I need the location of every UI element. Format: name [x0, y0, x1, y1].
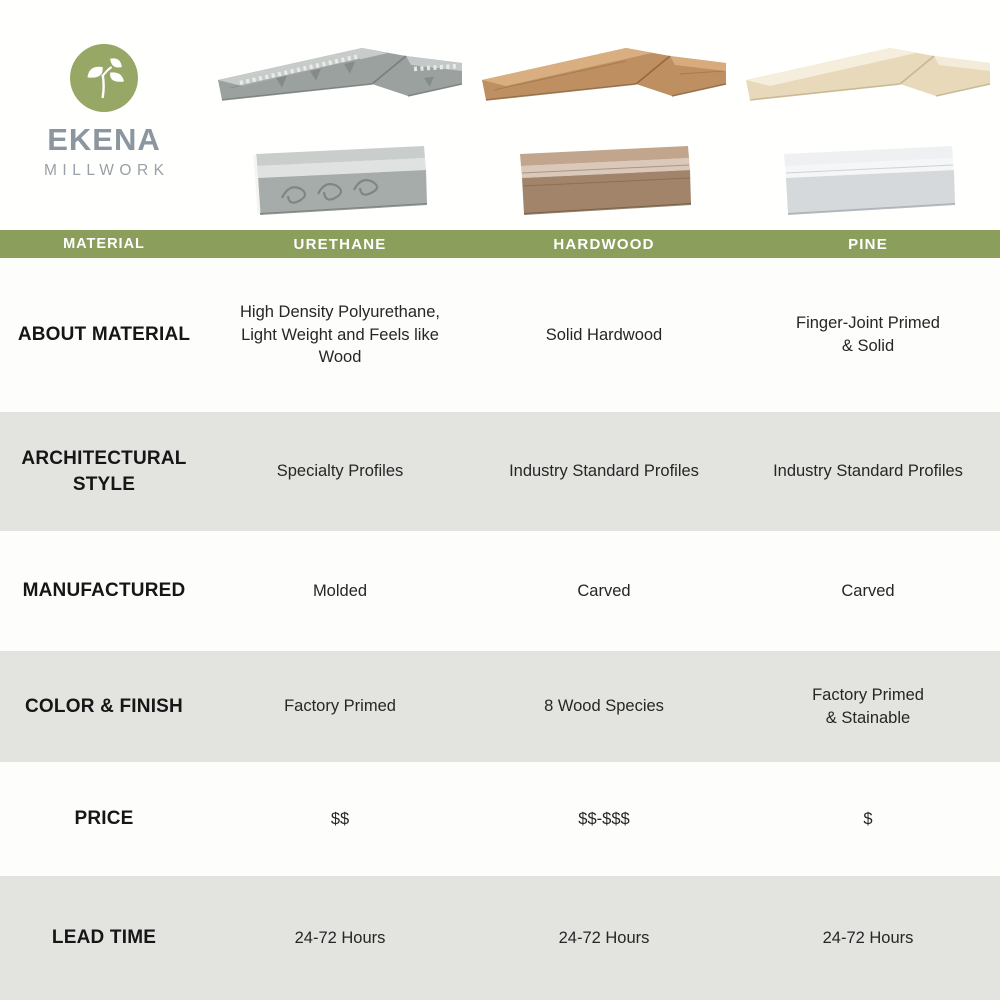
table-cell-urethane: Molded	[312, 581, 368, 600]
table-cell-pine: $	[863, 809, 873, 828]
row-label: ARCHITECTURAL STYLE	[21, 448, 187, 495]
table-row-lead-time	[0, 876, 1000, 1000]
table-cell-pine: Finger-Joint Primed & Solid	[796, 314, 940, 355]
table-cell-hardwood: Industry Standard Profiles	[509, 462, 699, 481]
comparison-table	[0, 258, 1000, 1000]
row-label: ABOUT MATERIAL	[17, 324, 191, 346]
brand-logo	[0, 0, 208, 230]
header-urethane: URETHANE	[293, 235, 387, 253]
row-label: PRICE	[74, 808, 134, 830]
header-material: MATERIAL	[63, 236, 145, 252]
header-hardwood: HARDWOOD	[553, 235, 655, 253]
plant-icon-glyph	[82, 55, 126, 101]
row-label: COLOR & FINISH	[25, 695, 183, 717]
table-cell-hardwood: 8 Wood Species	[544, 697, 664, 716]
plant-icon	[70, 44, 138, 112]
table-cell-hardwood: Carved	[577, 581, 631, 600]
table-cell-pine: Industry Standard Profiles	[773, 462, 963, 481]
table-header	[0, 230, 1000, 258]
table-cell-hardwood: $$-$$$	[578, 809, 630, 828]
table-cell-hardwood: Solid Hardwood	[545, 325, 663, 344]
table-row-architectural-style	[0, 412, 1000, 531]
pine-crown-moulding-photo	[738, 36, 998, 226]
row-label: LEAD TIME	[51, 927, 157, 949]
table-cell-urethane: Specialty Profiles	[276, 462, 404, 481]
table-row-price	[0, 762, 1000, 876]
table-cell-urethane: $$	[330, 809, 350, 828]
table-cell-pine: Carved	[841, 581, 895, 600]
table-row-about-material	[0, 258, 1000, 412]
table-cell-urethane: Factory Primed	[284, 697, 396, 716]
table-row-color-finish	[0, 651, 1000, 762]
table-cell-hardwood: 24-72 Hours	[558, 928, 650, 947]
brand-subname: MILLWORK	[43, 162, 170, 179]
table-cell-urethane: High Density Polyurethane, Light Weight and Feels like Wood	[240, 302, 440, 367]
table-row-manufactured	[0, 531, 1000, 651]
urethane-crown-moulding-photo	[210, 36, 470, 226]
brand-name: EKENA	[47, 122, 161, 157]
table-cell-urethane: 24-72 Hours	[294, 928, 386, 947]
row-label: MANUFACTURED	[22, 580, 186, 602]
header-pine: PINE	[848, 235, 888, 253]
table-cell-pine: Factory Primed & Stainable	[812, 685, 924, 727]
product-image-urethane	[208, 0, 472, 230]
product-image-hardwood	[472, 0, 736, 230]
table-cell-pine: 24-72 Hours	[822, 928, 914, 947]
top-section	[0, 0, 1000, 230]
hardwood-crown-moulding-photo	[474, 36, 734, 226]
product-image-pine	[736, 0, 1000, 230]
